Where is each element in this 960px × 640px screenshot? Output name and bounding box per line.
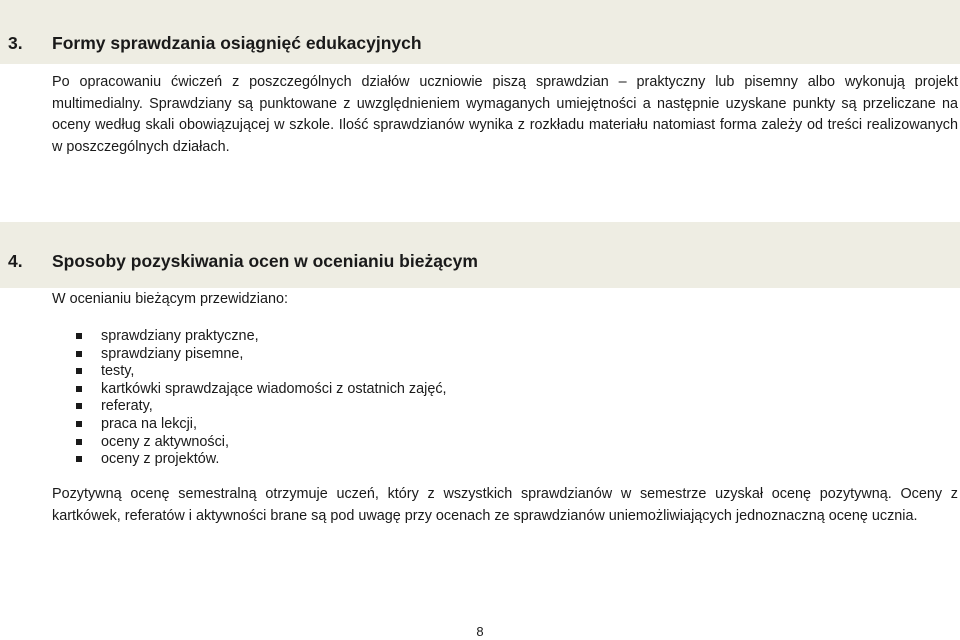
page-number: 8 [476, 624, 484, 639]
section-3-title: Formy sprawdzania osiągnięć edukacyjnych [52, 33, 422, 53]
section-4-intro: W ocenianiu bieżącym przewidziano: [52, 291, 288, 307]
list-item: sprawdziany pisemne, [0, 346, 447, 364]
bullet-square-icon [76, 456, 82, 462]
list-item: praca na lekcji, [0, 416, 447, 434]
section-4-closing-paragraph: Pozytywną ocenę semestralną otrzymuje uczeń, który z wszystkich sprawdzianów w semestrze uzyskał ocenę pozytywną. Oceny z kartkówek, referatów i aktywności brane są pod uwagę przy ocenach ze sprawdzianów uniemożliwiających jednoznaczną ocenę ucznia. [52, 486, 958, 524]
section-4-number: 4. [8, 251, 23, 271]
bullet-square-icon [76, 421, 82, 427]
list-item: oceny z projektów. [0, 451, 447, 469]
list-item: referaty, [0, 398, 447, 416]
bullet-square-icon [76, 351, 82, 357]
list-item: kartkówki sprawdzające wiadomości z ostatnich zajęć, [0, 381, 447, 399]
section-3-paragraph: Po opracowaniu ćwiczeń z poszczególnych działów uczniowie piszą sprawdzian – praktyczny lub pisemny albo wykonują projekt multimedialny. Sprawdziany są punktowane z uwzględnieniem wymaganych umiejętności a następnie uzyskane punkty są przeliczane na oceny według skali obowiązującej w szkole. Ilość sprawdzianów wynika z rozkładu materiału natomiast forma zależy od treści realizowanych w poszczególnych działach. [52, 74, 958, 155]
bullet-square-icon [76, 368, 82, 374]
grading-methods-list [0, 328, 447, 469]
list-item: oceny z aktywności, [0, 434, 447, 452]
section-4-title: Sposoby pozyskiwania ocen w ocenianiu bieżącym [52, 251, 478, 271]
bullet-square-icon [76, 439, 82, 445]
bullet-square-icon [76, 386, 82, 392]
list-item: testy, [0, 363, 447, 381]
list-item: sprawdziany praktyczne, [0, 328, 447, 346]
bullet-square-icon [76, 403, 82, 409]
section-3-heading-band [0, 0, 960, 64]
bullet-square-icon [76, 333, 82, 339]
section-3-number: 3. [8, 33, 23, 53]
